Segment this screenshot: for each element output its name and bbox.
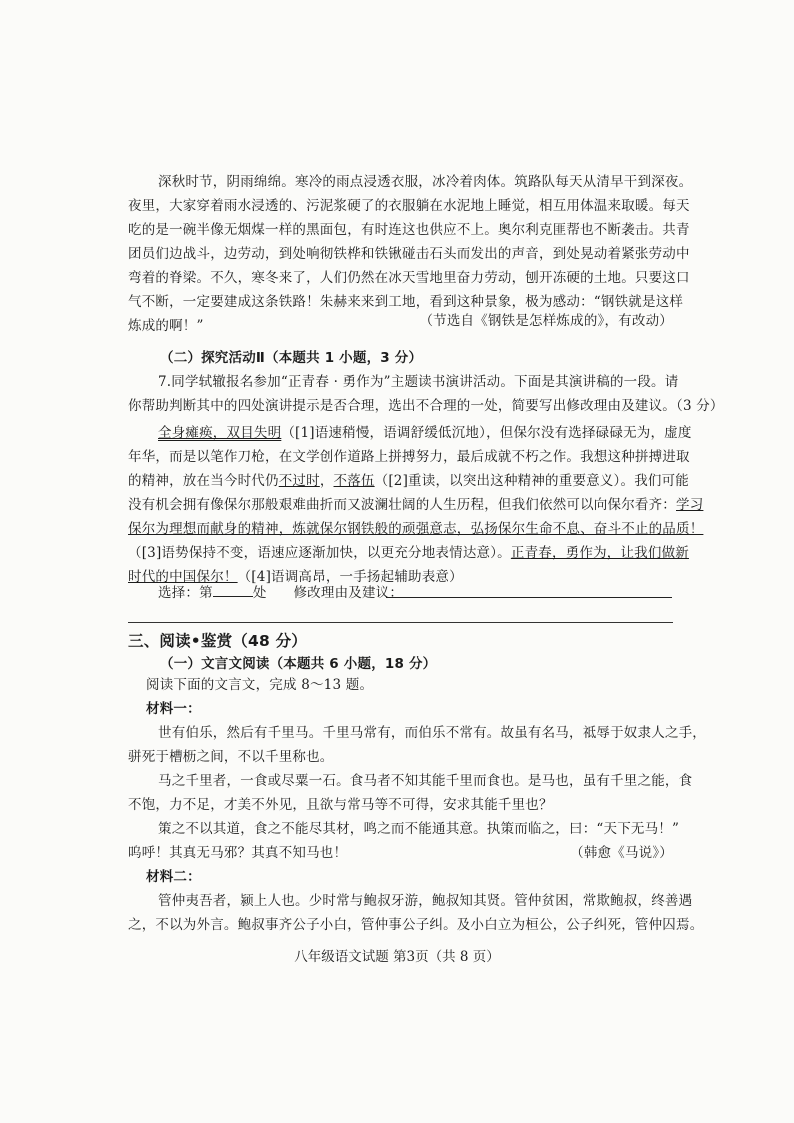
instruction: 阅读下面的文言文，完成 8～13 题。 [146, 677, 374, 693]
speech-line [128, 520, 704, 538]
answer-blank-choice[interactable] [213, 584, 253, 597]
material-2-line: 之，不以为外言。鲍叔事齐公子小白，管仲事公子纠。及小白立为桓公，公子纠死，管仲囚焉。 [128, 917, 704, 933]
passage-line: 弯着的脊梁。不久，寒冬来了，人们仍然在冰天雪地里奋力劳动，刨开冻硬的土地。只要这口 [128, 270, 690, 286]
speech-underlined: 保尔为理想而献身的精神，炼就保尔钢铁般的顽强意志，弘扬保尔生命不息、奋斗不止的品质！ [128, 521, 704, 537]
speech-underlined: 不落伍 [333, 473, 375, 489]
question-7-line: 7.同学轼辙报名参加“正青春 · 勇作为”主题读书演讲活动。下面是其演讲稿的一段。请 [158, 374, 679, 390]
material-1-line: 骈死于槽枥之间，不以千里称也。 [128, 749, 334, 765]
material-1-line: 不饱，力不足，才美不外见，且欲与常马等不可得，安求其能千里也？ [128, 797, 553, 813]
material-2-line: 管仲夷吾者，颍上人也。少时常与鲍叔牙游，鲍叔知其贤。管仲贫困，常欺鲍叔，终善遇 [158, 893, 693, 909]
section-3-title: 三、阅读•鉴赏（48 分） [128, 632, 307, 650]
answer-label: 处 [252, 585, 267, 601]
material-1-source: （韩愈《马说》） [570, 845, 673, 861]
speech-underlined: 不过时 [278, 473, 320, 489]
passage-line: 吃的是一碗半像无烟煤一样的黑面包，有时连这也供应不上。奥尔利克匪帮也不断袭击。共青 [128, 222, 690, 238]
speech-text: ， [319, 473, 334, 489]
answer-label: 选择：第 [158, 585, 213, 601]
material-1-line: 马之千里者，一食或尽粟一石。食马者不知其能千里而食也。是马也，虽有千里之能，食 [158, 773, 693, 789]
passage-line: 深秋时节，阴雨绵绵。寒冷的雨点浸透衣服，冰冷着肉体。筑路队每天从清早干到深夜。 [158, 174, 693, 190]
passage-line: 团员们边战斗，边劳动，到处响彻铁桦和铁锹碰击石头而发出的声音，到处晃动着紧张劳动中 [128, 246, 690, 262]
speech-text: 的精神，放在当今时代仍 [128, 473, 279, 489]
speech-text: （[4]语调高昂，一手扬起辅助表意） [237, 569, 463, 585]
speech-line [128, 472, 689, 490]
answer-label: 修改理由及建议： [293, 585, 404, 601]
speech-text: （[3]语势保持不变，语速应逐渐加快，以更充分地表情达意）。 [128, 545, 511, 561]
material-1-line: 世有伯乐，然后有千里马。千里马常有，而伯乐不常有。故虽有名马，祗辱于奴隶人之手， [158, 725, 706, 741]
activity2-heading: （二）探究活动Ⅱ（本题共 1 小题，3 分） [160, 350, 423, 366]
answer-blank-reason[interactable] [386, 597, 672, 598]
speech-underlined: 全身瘫痪，双目失明 [158, 425, 282, 441]
page-footer: 八年级语文试题 第3页（共 8 页） [294, 949, 500, 965]
section-divider [128, 622, 673, 623]
speech-text: 没有机会拥有像保尔那般艰难曲折而又波澜壮阔的人生历程，但我们依然可以向保尔看齐： [128, 497, 676, 513]
passage-line: 气不断，一定要建成这条铁路！朱赫来来到工地，看到这种景象，极为感动：“钢铁就是这样 [128, 294, 684, 310]
material-2-label: 材料二： [146, 869, 201, 885]
speech-text: （[1]语速稍慢，语调舒缓低沉地），但保尔没有选择碌碌无为，虚度 [281, 425, 692, 441]
material-1-line: 策之不以其道，食之不能尽其材，鸣之而不能通其意。执策而临之，曰：“天下无马！” [158, 821, 680, 837]
passage-line: 夜里，大家穿着雨水浸透的、污泥浆硬了的衣服躺在水泥地上睡觉，相互用体温来取暖。每天 [128, 198, 690, 214]
passage-line: 炼成的啊！” [128, 318, 204, 334]
speech-text: （[2]重读，以突出这种精神的重要意义）。我们可能 [374, 473, 689, 489]
speech-line [158, 424, 692, 442]
speech-line [128, 544, 689, 562]
material-1-line: 呜呼！其真无马邪？其真不知马也！ [128, 845, 348, 861]
question-7-line: 你帮助判断其中的四处演讲提示是否合理，选出不合理的一处，简要写出修改理由及建议。（3 分） [128, 398, 724, 414]
speech-line: 年华，而是以笔作刀枪，在文学创作道路上拼搏努力，最后成就不朽之作。我想这种拼搏进取 [128, 449, 690, 465]
speech-underlined: 学习 [676, 497, 704, 513]
subsection-1-heading: （一）文言文阅读（本题共 6 小题，18 分） [160, 656, 437, 672]
speech-line [128, 496, 704, 514]
speech-underlined: 时代的中国保尔！ [128, 569, 238, 585]
speech-underlined: 正青春，勇作为，让我们做新 [510, 545, 689, 561]
answer-line [158, 584, 673, 602]
material-1-label: 材料一： [146, 701, 201, 717]
passage-source: （节选自《钢铁是怎样炼成的》，有改动） [419, 313, 673, 329]
